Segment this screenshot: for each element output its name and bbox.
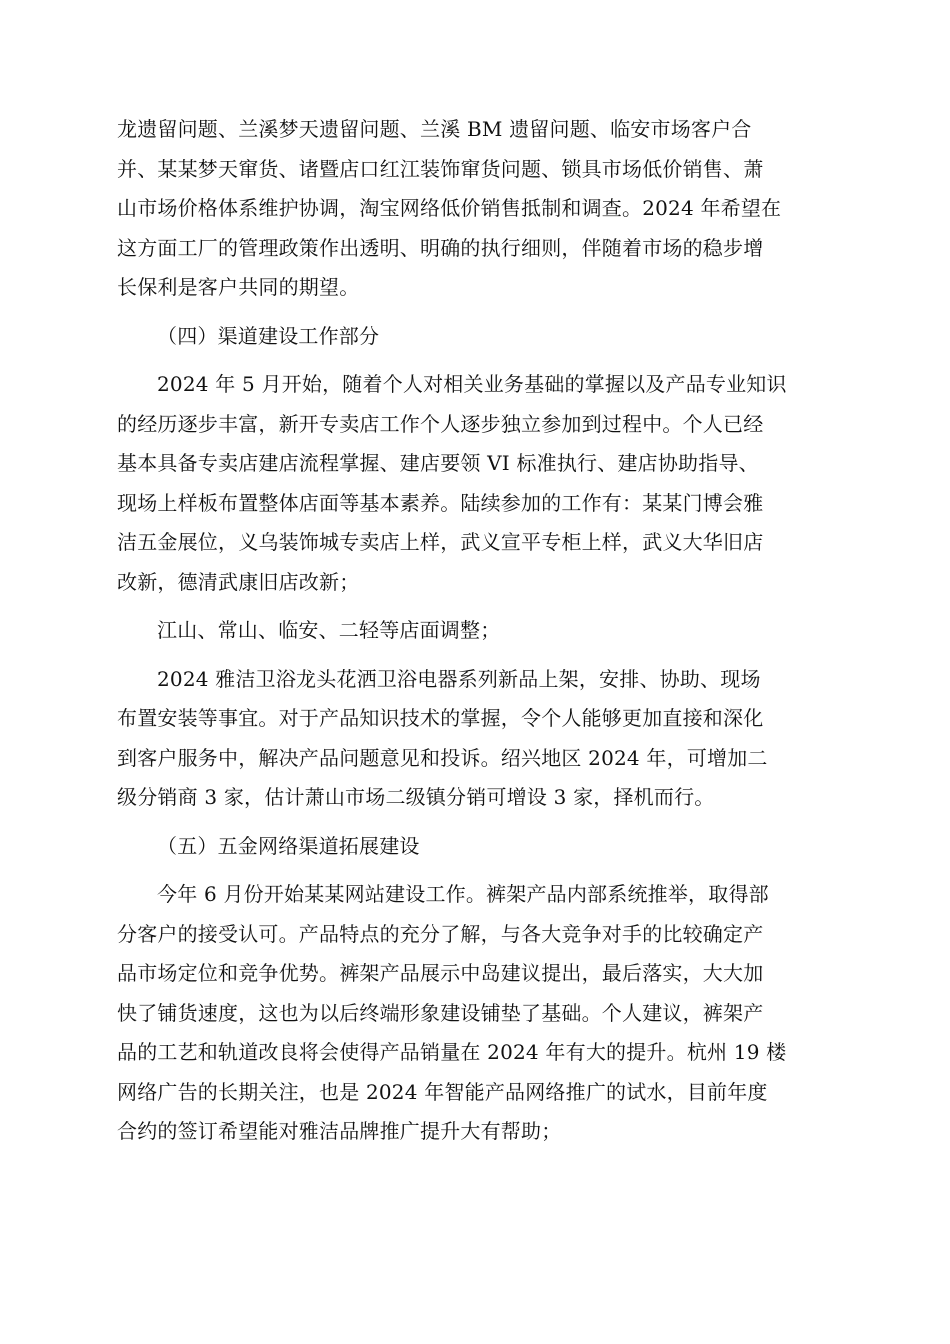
section-heading-5: （五）五金网络渠道拓展建设 <box>157 833 420 858</box>
paragraph-continued <box>117 110 837 308</box>
text-line: 2024 年 5 月开始，随着个人对相关业务基础的掌握以及产品专业知识 <box>157 372 787 396</box>
text-line: 改新，德清武康旧店改新； <box>117 569 360 594</box>
section-heading-4: （四）渠道建设工作部分 <box>157 323 380 348</box>
paragraph-channel-building <box>117 365 837 602</box>
text-line: 合约的签订希望能对雅洁品牌推广提升大有帮助； <box>117 1119 562 1143</box>
text-line: 基本具备专卖店建店流程掌握、建店要领 VI 标准执行、建店协助指导、 <box>117 451 759 475</box>
paragraph-store-adjustment: 江山、常山、临安、二轻等店面调整； <box>157 618 501 642</box>
text-line: 长保利是客户共同的期望。 <box>117 275 360 299</box>
text-line: 现场上样板布置整体店面等基本素养。陆续参加的工作有：某某门博会雅 <box>117 490 764 515</box>
text-line: 龙遗留问题、兰溪梦天遗留问题、兰溪 BM 遗留问题、临安市场客户合 <box>117 117 752 141</box>
text-line: 今年 6 月份开始某某网站建设工作。裤架产品内部系统推举，取得部 <box>157 882 769 906</box>
text-line: 网络广告的长期关注，也是 2024 年智能产品网络推广的试水，目前年度 <box>117 1079 768 1104</box>
text-line: 分客户的接受认可。产品特点的充分了解，与各大竞争对手的比较确定产 <box>117 921 764 946</box>
text-line: 布置安装等事宜。对于产品知识技术的掌握，令个人能够更加直接和深化 <box>117 706 764 730</box>
text-line: 品市场定位和竞争优势。裤架产品展示中岛建议提出，最后落实，大大加 <box>117 961 764 985</box>
text-line: 这方面工厂的管理政策作出透明、明确的执行细则，伴随着市场的稳步增 <box>117 235 764 260</box>
paragraph-online-channel <box>117 875 837 1152</box>
text-line: 并、某某梦天窜货、诸暨店口红江装饰窜货问题、锁具市场低价销售、萧 <box>117 156 764 181</box>
text-line: 快了铺货速度，这也为以后终端形象建设铺垫了基础。个人建议，裤架产 <box>117 1000 764 1025</box>
text-line: 2024 雅洁卫浴龙头花洒卫浴电器系列新品上架，安排、协助、现场 <box>157 666 761 691</box>
document-body <box>117 110 837 1152</box>
text-line: 到客户服务中，解决产品问题意见和投诉。绍兴地区 2024 年，可增加二 <box>117 745 768 770</box>
text-line: 的经历逐步丰富，新开专卖店工作个人逐步独立参加到过程中。个人已经 <box>117 411 764 436</box>
text-line: 品的工艺和轨道改良将会使得产品销量在 2024 年有大的提升。杭州 19 楼 <box>117 1040 787 1064</box>
text-line: 洁五金展位，义乌装饰城专卖店上样，武义宣平专柜上样，武义大华旧店 <box>117 530 764 554</box>
text-line: 级分销商 3 家，估计萧山市场二级镇分销可增设 3 家，择机而行。 <box>117 785 715 809</box>
text-line: 山市场价格体系维护协调，淘宝网络低价销售抵制和调查。2024 年希望在 <box>117 196 782 220</box>
paragraph-new-products <box>117 660 837 818</box>
